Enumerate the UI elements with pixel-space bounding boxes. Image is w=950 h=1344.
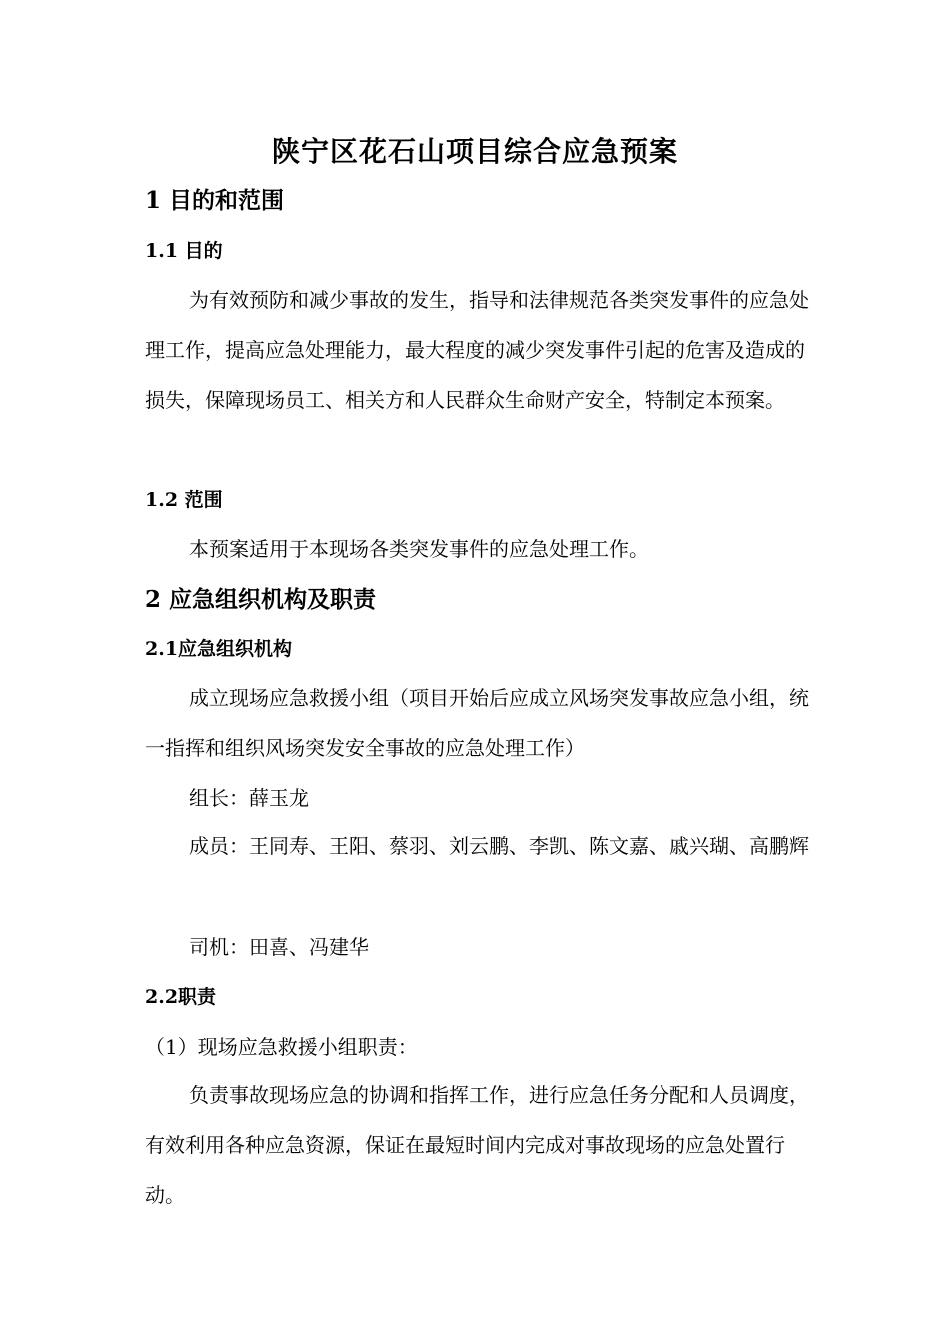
section-2-heading: 2 应急组织机构及职责	[145, 586, 377, 613]
duty-1-paragraph: 负责事故现场应急的协调和指挥工作，进行应急任务分配和人员调度，有效利用各种应急资源，保证在最短时间内完成对事故现场的应急处置行动。	[145, 1083, 809, 1207]
duty-1-heading: （1）现场应急救援小组职责：	[145, 1035, 418, 1059]
drivers-line: 司机：田喜、冯建华	[189, 935, 369, 959]
section-2-1-paragraph: 成立现场应急救援小组（项目开始后应成立风场突发事故应急小组，统一指挥和组织风场突发安全事故的应急处理工作）	[145, 686, 809, 760]
section-1-1-heading: 1.1 目的	[145, 240, 223, 262]
section-2-2-heading: 2.2职责	[145, 986, 217, 1008]
team-leader-line: 组长：薛玉龙	[189, 786, 309, 810]
section-1-2-heading: 1.2 范围	[145, 489, 223, 511]
section-1-2-paragraph: 本预案适用于本现场各类突发事件的应急处理工作。	[189, 537, 649, 561]
document-title: 陕宁区花石山项目综合应急预案	[271, 135, 678, 168]
section-2-1-heading: 2.1应急组织机构	[145, 638, 293, 660]
section-1-heading: 1 目的和范围	[145, 187, 285, 214]
team-members-paragraph: 成员：王同寿、王阳、蔡羽、刘云鹏、李凯、陈文嘉、戚兴瑚、高鹏辉	[189, 834, 809, 858]
section-1-1-paragraph: 为有效预防和减少事故的发生，指导和法律规范各类突发事件的应急处理工作，提高应急处理能力，最大程度的减少突发事件引起的危害及造成的损失，保障现场员工、相关方和人民群众生命财产安全，特制定本预案。	[145, 288, 809, 412]
